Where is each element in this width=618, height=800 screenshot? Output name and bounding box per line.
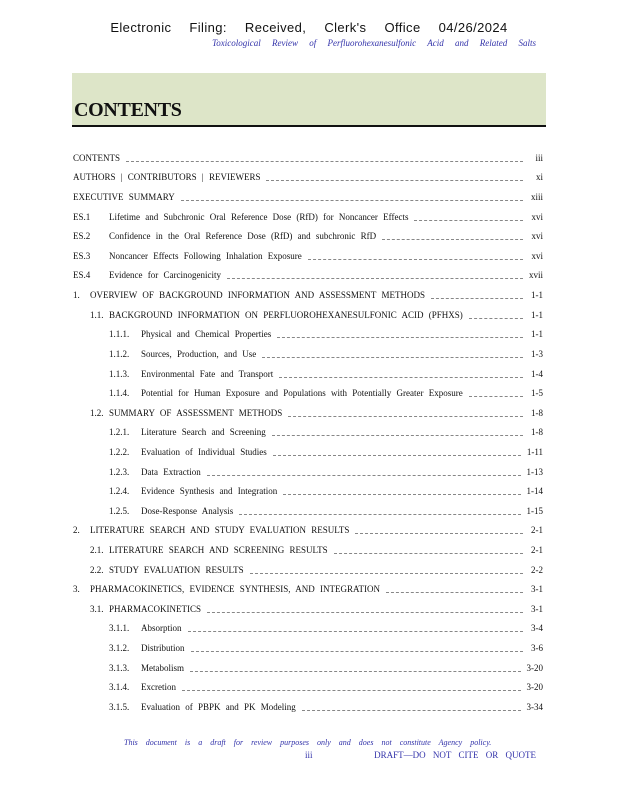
toc-entry-number: 3.1.5. <box>109 701 130 712</box>
toc-entry-title: Environmental Fate and Transport <box>141 368 274 379</box>
toc-entry-page: xvii <box>528 270 543 281</box>
toc-entry-page: 1-5 <box>531 388 543 399</box>
toc-entry-page: 1-1 <box>531 290 543 301</box>
toc-entry-number: 3. <box>73 584 80 595</box>
toc-entry-number: ES.4 <box>73 270 91 281</box>
toc-entry[interactable] <box>73 285 543 305</box>
toc-entry-title: Evaluation of PBPK and PK Modeling <box>141 701 296 712</box>
toc-entry[interactable] <box>73 560 543 580</box>
toc-entry[interactable] <box>73 658 543 678</box>
toc-entry-page: 3-1 <box>531 603 543 614</box>
toc-dot-leader <box>431 298 523 299</box>
toc-entry[interactable] <box>73 481 543 501</box>
toc-entry-page: 3-1 <box>531 584 543 595</box>
toc-entry-title: Dose-Response Analysis <box>141 505 234 516</box>
toc-entry-number: ES.3 <box>73 250 91 261</box>
toc-dot-leader <box>239 514 520 515</box>
toc-entry-number: ES.2 <box>73 231 91 242</box>
toc-entry-page: 1-15 <box>526 505 543 516</box>
toc-entry-title: CONTENTS <box>73 152 120 163</box>
toc-entry-number: 3.1.2. <box>109 643 130 654</box>
toc-entry-number: 1.2. <box>90 407 104 418</box>
toc-entry[interactable] <box>73 619 543 639</box>
toc-dot-leader <box>469 318 523 319</box>
toc-dot-leader <box>277 337 523 338</box>
toc-dot-leader <box>272 435 523 436</box>
toc-dot-leader <box>469 396 523 397</box>
toc-entry-number: 1.1.2. <box>109 348 130 359</box>
toc-entry-number: 1.2.2. <box>109 446 130 457</box>
toc-entry-page: 2-1 <box>531 544 543 555</box>
draft-notice: DRAFT—DO NOT CITE OR QUOTE <box>374 750 536 760</box>
contents-banner <box>72 73 546 127</box>
toc-entry-title: Data Extraction <box>141 466 201 477</box>
toc-entry-title: Distribution <box>141 643 185 654</box>
page-number: iii <box>305 750 313 760</box>
toc-entry-number: 1. <box>73 290 80 301</box>
toc-entry[interactable] <box>73 599 543 619</box>
toc-entry[interactable] <box>73 403 543 423</box>
toc-entry-title: LITERATURE SEARCH AND STUDY EVALUATION RESULTS <box>90 525 350 536</box>
toc-entry-title: OVERVIEW OF BACKGROUND INFORMATION AND ASSESSMENT METHODS <box>90 290 425 301</box>
toc-dot-leader <box>279 377 523 378</box>
toc-entry[interactable] <box>73 462 543 482</box>
toc-dot-leader <box>308 259 523 260</box>
toc-entry-title: EXECUTIVE SUMMARY <box>73 192 175 203</box>
toc-entry-number: 1.1. <box>90 309 104 320</box>
toc-entry-number: ES.1 <box>73 211 91 222</box>
toc-entry[interactable] <box>73 383 543 403</box>
toc-entry[interactable] <box>73 364 543 384</box>
toc-entry-page: 1-8 <box>531 407 543 418</box>
draft-disclaimer: This document is a draft for review purposes only and does not constitute Agency policy. <box>124 738 492 747</box>
toc-entry[interactable] <box>73 697 543 717</box>
toc-entry-number: 1.1.3. <box>109 368 130 379</box>
toc-entry-title: STUDY EVALUATION RESULTS <box>109 564 244 575</box>
toc-entry-number: 2.1. <box>90 544 104 555</box>
running-title: Toxicological Review of Perfluorohexanesulfonic Acid and Related Salts <box>212 38 536 48</box>
toc-dot-leader <box>182 690 521 691</box>
toc-entry-page: 1-14 <box>526 486 543 497</box>
toc-entry-number: 1.1.4. <box>109 388 130 399</box>
toc-entry-title: Evidence for Carcinogenicity <box>109 270 221 281</box>
toc-entry-number: 1.2.5. <box>109 505 130 516</box>
toc-entry-title: Metabolism <box>141 662 184 673</box>
toc-entry-page: xi <box>535 172 543 183</box>
toc-entry-title: Evidence Synthesis and Integration <box>141 486 278 497</box>
toc-entry-number: 1.1.1. <box>109 329 130 340</box>
toc-entry-page: 1-13 <box>526 466 543 477</box>
toc-entry-title: PHARMACOKINETICS, EVIDENCE SYNTHESIS, AND INTEGRATION <box>90 584 380 595</box>
toc-entry-number: 1.2.4. <box>109 486 130 497</box>
toc-entry-page: 3-20 <box>526 682 543 693</box>
toc-entry[interactable] <box>73 226 543 246</box>
toc-entry-title: Lifetime and Subchronic Oral Reference Dose (RfD) for Noncancer Effects <box>109 211 409 222</box>
toc-dot-leader <box>188 631 524 632</box>
toc-entry-page: xvi <box>531 250 543 261</box>
toc-entry-title: Noncancer Effects Following Inhalation Exposure <box>109 250 302 261</box>
toc-entry-title: SUMMARY OF ASSESSMENT METHODS <box>109 407 283 418</box>
toc-entry-number: 3.1.4. <box>109 682 130 693</box>
toc-entry-page: 3-6 <box>531 643 543 654</box>
toc-entry-page: 3-4 <box>531 623 543 634</box>
toc-entry-number: 1.2.3. <box>109 466 130 477</box>
table-of-contents <box>73 148 543 717</box>
toc-dot-leader <box>227 278 523 279</box>
toc-dot-leader <box>190 671 521 672</box>
toc-dot-leader <box>414 220 523 221</box>
toc-entry[interactable] <box>73 501 543 521</box>
toc-entry-number: 3.1.3. <box>109 662 130 673</box>
toc-dot-leader <box>207 475 521 476</box>
toc-entry-title: Literature Search and Screening <box>141 427 266 438</box>
toc-entry[interactable] <box>73 305 543 325</box>
toc-entry[interactable] <box>73 442 543 462</box>
toc-entry-number: 2. <box>73 525 80 536</box>
toc-entry-page: 1-11 <box>526 446 543 457</box>
toc-entry-title: PHARMACOKINETICS <box>109 603 202 614</box>
toc-entry-page: 1-8 <box>531 427 543 438</box>
toc-entry-page: 1-4 <box>531 368 543 379</box>
toc-entry-title: Physical and Chemical Properties <box>141 329 272 340</box>
toc-entry-page: xvi <box>531 211 543 222</box>
toc-dot-leader <box>382 239 523 240</box>
toc-entry-page: 1-1 <box>531 309 543 320</box>
filing-stamp: Electronic Filing: Received, Clerk's Office 04/26/2024 <box>110 20 508 35</box>
toc-entry[interactable] <box>73 148 543 168</box>
toc-dot-leader <box>191 651 523 652</box>
toc-entry-page: iii <box>535 152 543 163</box>
toc-entry[interactable] <box>73 344 543 364</box>
toc-entry-number: 3.1.1. <box>109 623 130 634</box>
toc-entry-title: Absorption <box>141 623 182 634</box>
toc-dot-leader <box>250 573 523 574</box>
toc-entry[interactable] <box>73 677 543 697</box>
toc-entry[interactable] <box>73 168 543 188</box>
toc-entry-title: Sources, Production, and Use <box>141 348 257 359</box>
toc-dot-leader <box>262 357 523 358</box>
toc-dot-leader <box>207 612 523 613</box>
toc-entry[interactable] <box>73 207 543 227</box>
toc-entry[interactable] <box>73 521 543 541</box>
toc-dot-leader <box>266 180 523 181</box>
toc-entry[interactable] <box>73 246 543 266</box>
toc-entry-title: Excretion <box>141 682 176 693</box>
page-title: CONTENTS <box>74 99 182 121</box>
toc-entry-page: 3-20 <box>526 662 543 673</box>
toc-entry-page: 3-34 <box>526 701 543 712</box>
toc-entry[interactable] <box>73 579 543 599</box>
toc-dot-leader <box>302 710 521 711</box>
toc-entry[interactable] <box>73 266 543 286</box>
toc-entry-page: xiii <box>530 192 543 203</box>
toc-dot-leader <box>288 416 523 417</box>
toc-dot-leader <box>283 494 520 495</box>
toc-dot-leader <box>334 553 523 554</box>
toc-entry-title: LITERATURE SEARCH AND SCREENING RESULTS <box>109 544 328 555</box>
toc-dot-leader <box>273 455 521 456</box>
toc-entry-number: 3.1. <box>90 603 104 614</box>
toc-entry-page: 2-1 <box>531 525 543 536</box>
toc-entry-title: AUTHORS | CONTRIBUTORS | REVIEWERS <box>73 172 261 183</box>
toc-entry-page: 1-3 <box>531 348 543 359</box>
toc-entry-page: 1-1 <box>531 329 543 340</box>
toc-dot-leader <box>386 592 523 593</box>
toc-dot-leader <box>355 533 523 534</box>
toc-entry-title: BACKGROUND INFORMATION ON PERFLUOROHEXANESULFONIC ACID (PFHXS) <box>109 309 463 320</box>
toc-entry-title: Confidence in the Oral Reference Dose (RfD) and subchronic RfD <box>109 231 377 242</box>
toc-entry-title: Potential for Human Exposure and Populations with Potentially Greater Exposure <box>141 388 463 399</box>
toc-entry[interactable] <box>73 540 543 560</box>
toc-entry[interactable] <box>73 638 543 658</box>
toc-entry-number: 2.2. <box>90 564 104 575</box>
toc-entry-number: 1.2.1. <box>109 427 130 438</box>
toc-entry-page: 2-2 <box>531 564 543 575</box>
toc-entry[interactable] <box>73 423 543 443</box>
toc-entry[interactable] <box>73 187 543 207</box>
toc-dot-leader <box>126 161 523 162</box>
toc-entry-page: xvi <box>531 231 543 242</box>
toc-entry[interactable] <box>73 324 543 344</box>
toc-entry-title: Evaluation of Individual Studies <box>141 446 267 457</box>
toc-dot-leader <box>181 200 523 201</box>
